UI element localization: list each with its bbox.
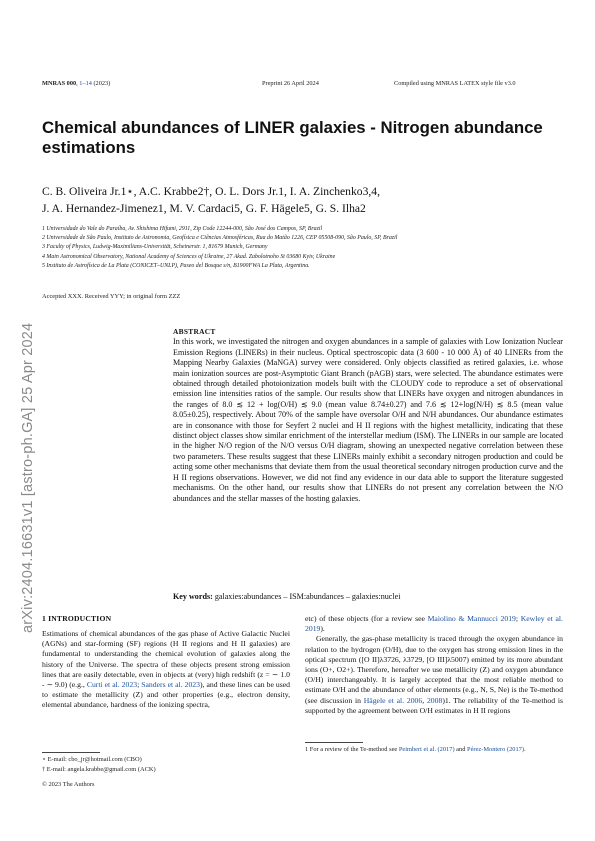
citation-link[interactable]: Peimbert et al. (2017) bbox=[398, 746, 455, 753]
intro-text: ; bbox=[137, 680, 142, 690]
intro-text: Estimations of chemical abundances of the gas phase of Active Galactic Nuclei (AGNs) and star-forming (SF) regions (H II regions and H II galaxies) are fundamental to understanding the chemical evolution of galaxies along the history of the Universe. The spectra of these objects present strong emission lines that are easily detectable, even in objects at (very) high redshift (z = ∼ 1.0 - ∼ 9.0) (e.g., bbox=[42, 629, 290, 690]
section-heading-introduction: 1 INTRODUCTION bbox=[42, 614, 112, 623]
authors-line-2: J. A. Hernandez-Jimenez1, M. V. Cardaci5, G. F. Hägele5, G. S. Ilha2 bbox=[42, 202, 366, 215]
footnote-rule bbox=[42, 752, 100, 753]
author-list bbox=[42, 183, 562, 217]
abstract-heading: ABSTRACT bbox=[173, 327, 216, 336]
email-footnotes bbox=[42, 755, 290, 774]
arxiv-stamp: arXiv:2404.16631v1 [astro-ph.GA] 25 Apr 2024 bbox=[20, 322, 36, 633]
intro-text: Generally, the gas-phase metallicity is traced through the oxygen abundance in relation to the hydrogen (O/H), due to the oxygen has strong emission lines in the optical spectrum ([O II]λ3726, λ3729, [O III]λ5007) emitted by its more abundant ions (O+, O2+). Therefore, hereafter we use metallicity (Z) and oxygen abundance (O/H) interchangeably. It is largely accepted that the most reliable method to estimate O/H and the abundance of other elements (e.g., N, S, Ne) is the Te-method (see discussion in bbox=[305, 634, 563, 705]
accepted-line: Accepted XXX. Received YYY; in original form ZZZ bbox=[42, 293, 181, 300]
paper-title: Chemical abundances of LINER galaxies - Nitrogen abundance estimations bbox=[42, 118, 543, 157]
intro-text: etc) of these objects (for a review see bbox=[305, 614, 428, 623]
affiliation-3: 3 Faculty of Physics, Ludwig-Maximilians-Universität, Scheinerstr. 1, 81679 Munich, Germany bbox=[42, 244, 268, 251]
footnote-rule bbox=[305, 742, 363, 743]
footnote-text: 1 For a review of the Te-method see bbox=[305, 746, 399, 753]
citation-link[interactable]: Curti et al. 2023 bbox=[86, 680, 138, 690]
intro-text: ), and these lines can be used to estimate the metallicity (Z) and other properties (e.g., electron density, elemental abundance, hardness of the ionizing spectra, bbox=[42, 680, 290, 710]
abstract bbox=[173, 327, 563, 504]
te-method-footnote bbox=[305, 745, 563, 755]
citation-link[interactable]: Pérez-Montero (2017) bbox=[467, 746, 524, 753]
abstract-body: In this work, we investigated the nitrogen and oxygen abundances in a sample of galaxies with Low Ionization Nuclear Emission Regions (LINERs) in their nucleus. Optical spectroscopic data (3 600 - 10 000 Å) of 40 LINERs from the Mapping Nearby Galaxies (MaNGA) survey were considered. Only objects classified as retired galaxies, i.e. whose main ionization sources are post-Asymptotic Giant Branch (pAGB) stars, were selected. The abundance estimates were obtained through detailed photoionization models built with the CLOUDY code to reproduce a set of observational emission line intensities ratios of the sample. Our results show that LINERs have oxygen and nitrogen abundances in the ranges of 8.0 ≲ 12 + log(O/H) ≲ 9.0 (mean value 8.74±0.27) and 7.6 ≲ 12+log(N/H) ≲ 8.5 (mean value 8.05±0.25), respectively. About 70% of the sample have oversolar O/H and N/H abundances. Our abundance estimates are in consonance with those for Seyfert 2 nuclei and H II regions with the highest metallicity, indicating that these distinct object classes show similar enrichment of the interstellar medium (ISM). The LINERs in our sample are located in the higher N/O region of the N/O versus O/H diagram, showing an unexpected negative correlation between these two parameters. These results suggest that these LINERs mainly exhibit a secondary nitrogen production and could be acting some other mechanisms that deviate them from the usual theoretical secondary nitrogen production curve and the H II regions observations. However, we did not find any evidence in our data able to support the literature suggested mechanisms. On the other hand, our results show that LINERs do not present any correlation between the N/O abundances and the stellar masses of the hosting galaxies. bbox=[173, 337, 563, 503]
copyright: © 2023 The Authors bbox=[42, 781, 95, 788]
keywords-list: galaxies:abundances – ISM:abundances – galaxies:nuclei bbox=[214, 592, 401, 601]
intro-text: ; bbox=[515, 614, 521, 623]
pages-link[interactable]: 1–14 bbox=[79, 80, 92, 87]
email-footnote-2: † E-mail: angela.krabbe@gmail.com (ACK) bbox=[42, 765, 156, 773]
intro-right-column bbox=[305, 614, 563, 716]
intro-text: , bbox=[422, 695, 427, 705]
preprint-date: Preprint 26 April 2024 bbox=[262, 80, 319, 87]
email-footnote-1: ⋆ E-mail: cbo_jr@hotmail.com (CBO) bbox=[42, 756, 142, 763]
affiliation-2: 2 Universidade de São Paulo, Instituto de Astronomia, Geofísica e Ciências Atmosféricas, Rua do Matão 1226, CEP 05508-090, São Paulo, SP, Brazil bbox=[42, 235, 398, 242]
intro-text: ). bbox=[320, 624, 325, 634]
affiliation-5: 5 Instituto de Astrofísica de La Plata (CONICET–UNLP), Paseo del Bosque s/n, B1900FWA La Plata, Argentina. bbox=[42, 262, 310, 269]
citation-link[interactable]: Kewley et al. 2019 bbox=[305, 614, 563, 634]
authors-line-1: C. B. Oliveira Jr.1⋆, A.C. Krabbe2†, O. L. Dors Jr.1, I. A. Zinchenko3,4, bbox=[42, 185, 380, 198]
compiled-note: Compiled using MNRAS LATEX style file v3.0 bbox=[394, 80, 516, 87]
affiliations bbox=[42, 225, 562, 271]
footnote-text: and bbox=[454, 746, 468, 753]
keywords-label: Key words: bbox=[173, 592, 213, 601]
keywords bbox=[173, 592, 563, 601]
affiliation-4: 4 Main Astronomical Observatory, National Academy of Sciences of Ukraine, 27 Akad. Zabolotnoho St 03680 Kyiv, Ukraine bbox=[42, 253, 336, 260]
intro-text: )1. The reliability of the Te-method is supported by the agreement between O/H estimates in H II regions bbox=[305, 695, 564, 715]
citation-link[interactable]: Hägele et al. 2006 bbox=[363, 695, 423, 705]
running-header-journal: MNRAS 000, 1–14 (2023) bbox=[42, 80, 111, 87]
citation-link[interactable]: 2008 bbox=[426, 695, 443, 705]
citation-link[interactable]: Sanders et al. 2023 bbox=[141, 680, 200, 690]
footnote-text: . bbox=[523, 746, 526, 753]
affiliation-1: 1 Universidade do Vale do Paraíba, Av. Shishima Hifumi, 2911, Zip Code 12244-000, São José dos Campos, SP, Brazil bbox=[42, 226, 323, 232]
intro-left-column bbox=[42, 629, 290, 711]
citation-link[interactable]: Maiolino & Mannucci 2019 bbox=[427, 614, 516, 623]
